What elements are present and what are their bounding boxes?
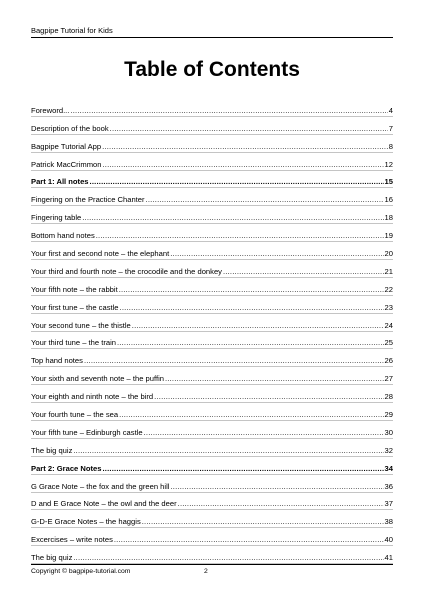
toc-entry[interactable] xyxy=(31,493,393,511)
toc-entry[interactable] xyxy=(31,224,393,242)
toc-entry-page-number: 37 xyxy=(384,499,393,509)
table-of-contents xyxy=(31,99,393,564)
toc-dot-leader xyxy=(96,231,384,240)
page-footer xyxy=(31,564,393,577)
toc-entry-page-number: 41 xyxy=(384,553,393,563)
toc-dot-leader xyxy=(102,464,383,473)
toc-entry-label: Your first and second note – the elephant xyxy=(31,249,170,259)
toc-entry-page-number: 24 xyxy=(384,320,393,330)
toc-entry-page-number: 23 xyxy=(384,302,393,312)
footer-copyright: Copyright © bagpipe-tutorial.com xyxy=(31,568,131,575)
toc-entry-label: Fingering table xyxy=(31,213,82,223)
toc-entry[interactable] xyxy=(31,421,393,439)
toc-entry-label: Your fourth tune – the sea xyxy=(31,410,119,420)
toc-dot-leader xyxy=(142,517,384,526)
toc-entry-page-number: 25 xyxy=(384,338,393,348)
toc-dot-leader xyxy=(170,249,383,258)
toc-entry-label: Top hand notes xyxy=(31,356,83,366)
toc-entry-page-number: 22 xyxy=(384,284,393,294)
toc-entry-page-number: 15 xyxy=(384,177,393,187)
toc-entry-label: Bottom hand notes xyxy=(31,231,95,241)
toc-dot-leader xyxy=(120,303,384,312)
toc-dot-leader xyxy=(70,106,387,115)
toc-entry[interactable] xyxy=(31,332,393,350)
toc-dot-leader xyxy=(132,321,384,330)
toc-entry-page-number: 38 xyxy=(384,517,393,527)
toc-entry-label: The big quiz xyxy=(31,445,73,455)
toc-entry-label: Your third tune – the train xyxy=(31,338,116,348)
toc-entry-label: Foreword... xyxy=(31,105,70,115)
toc-entry-label: Your second tune – the thistle xyxy=(31,320,131,330)
toc-entry-page-number: 28 xyxy=(384,392,393,402)
toc-dot-leader xyxy=(178,499,384,508)
toc-entry-label: Excercises – write notes xyxy=(31,535,113,545)
toc-entry-label: G Grace Note – the fox and the green hill xyxy=(31,481,170,491)
toc-dot-leader xyxy=(165,374,384,383)
toc-entry-page-number: 16 xyxy=(384,195,393,205)
toc-entry[interactable] xyxy=(31,475,393,493)
toc-entry[interactable] xyxy=(31,206,393,224)
toc-dot-leader xyxy=(102,142,388,151)
toc-entry-label: The big quiz xyxy=(31,553,73,563)
toc-entry[interactable] xyxy=(31,278,393,296)
toc-dot-leader xyxy=(90,177,384,186)
toc-dot-leader xyxy=(102,160,383,169)
toc-entry-page-number: 34 xyxy=(384,463,393,473)
toc-entry-label: Your third and fourth note – the crocodile and the donkey xyxy=(31,266,222,276)
toc-entry[interactable] xyxy=(31,260,393,278)
toc-entry-page-number: 32 xyxy=(384,445,393,455)
toc-entry-page-number: 4 xyxy=(388,105,393,115)
toc-entry-label: Your eighth and ninth note – the bird xyxy=(31,392,154,402)
toc-dot-leader xyxy=(119,285,384,294)
toc-entry[interactable] xyxy=(31,314,393,332)
toc-entry-page-number: 20 xyxy=(384,249,393,259)
toc-entry-label: D and E Grace Note – the owl and the deer xyxy=(31,499,177,509)
toc-entry[interactable] xyxy=(31,171,393,189)
toc-entry-label: Your fifth tune – Edinburgh castle xyxy=(31,427,143,437)
toc-entry[interactable] xyxy=(31,242,393,260)
toc-dot-leader xyxy=(84,356,384,365)
toc-entry[interactable] xyxy=(31,296,393,314)
toc-dot-leader xyxy=(73,553,383,562)
toc-entry-label: Your sixth and seventh note – the puffin xyxy=(31,374,164,384)
toc-dot-leader xyxy=(146,195,384,204)
page-header xyxy=(31,24,393,38)
toc-entry[interactable] xyxy=(31,439,393,457)
toc-entry[interactable] xyxy=(31,528,393,546)
toc-entry[interactable] xyxy=(31,457,393,475)
toc-entry-label: Fingering on the Practice Chanter xyxy=(31,195,145,205)
toc-entry[interactable] xyxy=(31,385,393,403)
toc-entry[interactable] xyxy=(31,403,393,421)
toc-entry-label: Your first tune – the castle xyxy=(31,302,119,312)
toc-entry-page-number: 26 xyxy=(384,356,393,366)
toc-entry[interactable] xyxy=(31,510,393,528)
toc-entry[interactable] xyxy=(31,546,393,564)
toc-dot-leader xyxy=(73,446,383,455)
toc-entry-label: Your fifth note – the rabbit xyxy=(31,284,118,294)
toc-entry-page-number: 29 xyxy=(384,410,393,420)
toc-entry[interactable] xyxy=(31,135,393,153)
toc-dot-leader xyxy=(170,482,383,491)
toc-entry-page-number: 40 xyxy=(384,535,393,545)
footer-page-number: 2 xyxy=(204,568,208,575)
toc-entry-label: Part 1: All notes xyxy=(31,177,89,187)
toc-entry-label: G-D-E Grace Notes – the haggis xyxy=(31,517,141,527)
toc-entry-label: Patrick MacCrimmon xyxy=(31,159,102,169)
running-title: Bagpipe Tutorial for Kids xyxy=(31,26,113,35)
toc-entry-page-number: 7 xyxy=(388,123,393,133)
toc-entry-page-number: 36 xyxy=(384,481,393,491)
toc-entry-page-number: 12 xyxy=(384,159,393,169)
toc-dot-leader xyxy=(114,535,384,544)
toc-entry[interactable] xyxy=(31,117,393,135)
toc-dot-leader xyxy=(117,338,384,347)
toc-dot-leader xyxy=(110,124,388,133)
toc-entry-page-number: 21 xyxy=(384,266,393,276)
toc-entry[interactable] xyxy=(31,99,393,117)
toc-entry[interactable] xyxy=(31,153,393,171)
toc-dot-leader xyxy=(223,267,384,276)
toc-entry-label: Bagpipe Tutorial App xyxy=(31,141,102,151)
toc-entry-page-number: 27 xyxy=(384,374,393,384)
toc-entry-page-number: 8 xyxy=(388,141,393,151)
toc-entry[interactable] xyxy=(31,188,393,206)
toc-entry[interactable] xyxy=(31,367,393,385)
toc-entry-page-number: 19 xyxy=(384,231,393,241)
toc-dot-leader xyxy=(144,428,384,437)
toc-dot-leader xyxy=(154,392,383,401)
toc-entry-page-number: 18 xyxy=(384,213,393,223)
toc-dot-leader xyxy=(119,410,383,419)
page-title: Table of Contents xyxy=(124,58,300,81)
toc-dot-leader xyxy=(82,213,383,222)
toc-entry-label: Description of the book xyxy=(31,123,109,133)
toc-entry-page-number: 30 xyxy=(384,427,393,437)
toc-entry[interactable] xyxy=(31,349,393,367)
toc-entry-label: Part 2: Grace Notes xyxy=(31,463,102,473)
